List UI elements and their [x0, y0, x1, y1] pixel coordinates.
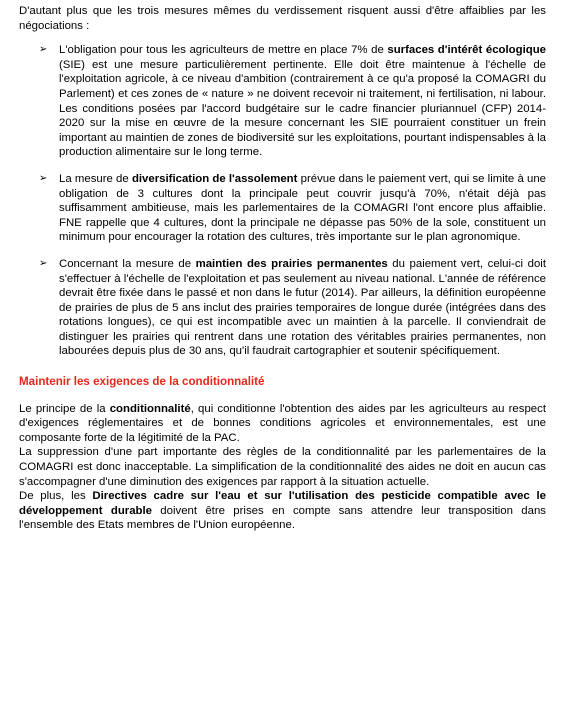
item-emphasis: diversification de l'assolement — [131, 172, 298, 185]
intro-text: D'autant plus que les trois mesures mêmes du verdissement risquent aussi d'être affaiblies par les négociations : — [19, 5, 546, 32]
item-text: L'obligation pour tous les agriculteurs de mettre en place 7% de — [59, 44, 388, 57]
item-text: Concernant la mesure de — [59, 257, 196, 270]
paragraph-text: , qui conditionne l'obtention des aides par les agriculteurs au respect d'exigences réglementaires et de bonnes conditions agricoles et environnementales, est une composante forte de la légitimité de la PAC. — [19, 402, 546, 444]
item-text: prévue dans le paiement vert, qui se limite à une obligation de 3 cultures dont la principale peut couvrir jusqu'à 70%, n'était déjà pas suffisamment ambitieuse, mais les parlementaires de la COMAGRI l'ont encore plus affaiblie. FNE rappelle que 4 cultures, dont la principale ne dépasse pas 50% de la sole, constituent un minimum pour encourager la rotation des cultures, très importante sur le plan agronomique. — [59, 172, 546, 244]
arrow-bullet-icon: ➢ — [39, 172, 48, 184]
paragraph-text: De plus, les — [19, 490, 93, 503]
section-heading: Maintenir les exigences de la conditionnalité — [19, 375, 265, 389]
arrow-bullet-icon: ➢ — [39, 44, 48, 56]
document-page — [19, 4, 546, 533]
paragraph-conditionnalite — [19, 402, 546, 446]
item-emphasis: maintien des prairies permanentes — [195, 257, 388, 270]
paragraph-suppression: La suppression d'une part importante des règles de la conditionnalité par les parlementaires de la COMAGRI est donc inacceptable. La simplification de la conditionnalité des aides ne doit en aucun cas s'accompagner d'une diminution des exigences par rapport à la situation actuelle. — [19, 446, 546, 488]
item-text: La mesure de — [59, 172, 132, 185]
greening-measures-list — [19, 43, 546, 359]
paragraph-emphasis: Directives cadre sur l'eau et sur l'utilisation des pesticide compatible avec le développement durable — [19, 490, 546, 517]
item-text: (SIE) est une mesure particulièrement pertinente. Elle doit être maintenue à l'échelle de l'exploitation agricole, à ce niveau d'ambition (contrairement à ce qu'a proposé la COMAGRI du Parlement) et ces zones de « nature » ne doivent recevoir ni traitement, ni fertilisation, ni labour. Les conditions posées par l'accord budgétaire sur le cadre financier pluriannuel (CFP) 2014-2020 sur la mise en œuvre de la mesure concernant les SIE pourraient constituer un frein important au maintien de zones de biodiversité sur les exploitations, pourtant indispensables à la production alimentaire sur le long terme. — [59, 58, 546, 159]
arrow-bullet-icon: ➢ — [39, 257, 48, 269]
list-item-prairies — [19, 257, 546, 359]
paragraph-directives — [19, 489, 546, 533]
paragraph-text: doivent être prises en compte sans attendre leur transposition dans l'ensemble des Etats membres de l'Union européenne. — [19, 504, 546, 532]
list-item-assolement — [19, 172, 546, 245]
paragraph-text: Le principe de la — [19, 402, 110, 415]
paragraph-emphasis: conditionnalité — [109, 402, 191, 415]
item-text: du paiement vert, celui-ci doit s'effectuer à l'échelle de l'exploitation et pas seulement au niveau national. L'année de référence devrait être fixée dans le passé et non dans le futur (2014). Par ailleurs, la définition européenne de prairies de plus de 5 ans inclut des prairies temporaires de longue durée (intégrées dans des rotations longues), ce qui est incompatible avec un maintien à la parcelle. Il conviendrait de distinguer les prairies qui rentrent dans une rotation des véritables prairies permanentes, non labourées depuis plus de 30 ans, qu'il faudrait cartographier et soutenir spécifiquement. — [59, 257, 546, 358]
list-item-sie — [19, 43, 546, 160]
item-emphasis: surfaces d'intérêt écologique — [387, 44, 546, 57]
